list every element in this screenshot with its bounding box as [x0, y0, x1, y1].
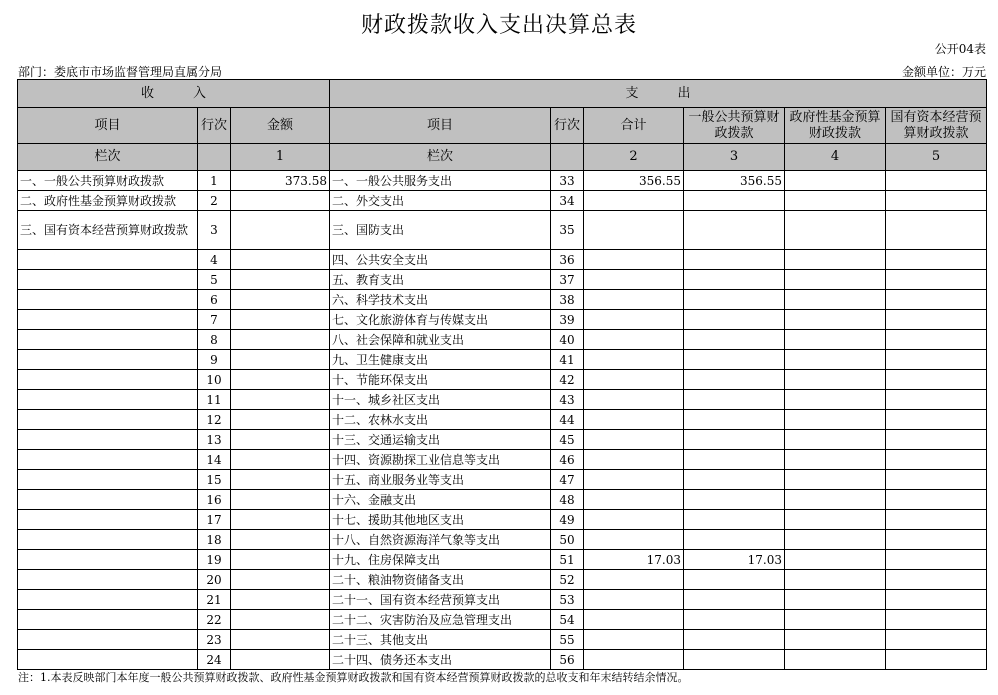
expense-general-budget-cell — [684, 330, 785, 350]
table-row — [18, 630, 987, 650]
expense-state-capital-cell — [886, 191, 987, 211]
expense-gov-fund-cell — [785, 590, 886, 610]
expense-state-capital-cell — [886, 570, 987, 590]
expense-gov-fund-cell — [785, 550, 886, 570]
expense-state-capital-cell — [886, 350, 987, 370]
expense-general-budget-cell — [684, 410, 785, 430]
page-title: 财政拨款收入支出决算总表 — [360, 13, 637, 38]
income-item-cell — [18, 450, 198, 470]
income-line-cell: 19 — [198, 550, 231, 570]
table-row — [18, 330, 987, 350]
footnote: 注：1.本表反映部门本年度一般公共预算财政拨款、政府性基金预算财政拨款和国有资本经营预算财政拨款的总收支和年末结转结余情况。 — [18, 671, 689, 684]
expense-general-budget-cell — [684, 310, 785, 330]
income-item-cell — [18, 410, 198, 430]
income-item-cell — [18, 590, 198, 610]
expense-total-cell — [584, 370, 684, 390]
expense-total-cell — [584, 250, 684, 270]
expense-state-capital-cell — [886, 590, 987, 610]
expense-item-cell: 二十一、国有资本经营预算支出 — [330, 590, 551, 610]
expense-line-cell: 49 — [551, 510, 584, 530]
income-amount-cell — [231, 270, 330, 290]
expense-line-cell: 40 — [551, 330, 584, 350]
income-item-cell — [18, 570, 198, 590]
expense-line-cell: 53 — [551, 590, 584, 610]
expense-line-header: 行次 — [551, 108, 584, 144]
expense-state-capital-cell — [886, 270, 987, 290]
expense-lanci-line — [551, 144, 584, 171]
expense-state-capital-cell — [886, 370, 987, 390]
income-header: 收 入 — [18, 80, 330, 108]
expense-general-budget-cell — [684, 290, 785, 310]
table-row — [18, 250, 987, 270]
table-row — [18, 390, 987, 410]
table-row — [18, 490, 987, 510]
income-item-cell — [18, 310, 198, 330]
income-line-cell: 17 — [198, 510, 231, 530]
income-item-header: 项目 — [18, 108, 198, 144]
table-row — [18, 610, 987, 630]
expense-total-cell — [584, 610, 684, 630]
expense-total-cell — [584, 290, 684, 310]
col-1-index: 1 — [231, 144, 330, 171]
income-item-cell: 三、国有资本经营预算财政拨款 — [18, 211, 198, 250]
income-line-cell: 3 — [198, 211, 231, 250]
expense-state-capital-cell — [886, 430, 987, 450]
col-4-index: 4 — [785, 144, 886, 171]
expense-general-budget-cell — [684, 450, 785, 470]
expense-line-cell: 33 — [551, 171, 584, 191]
expense-general-budget-cell — [684, 510, 785, 530]
expense-total-cell — [584, 450, 684, 470]
income-amount-cell — [231, 570, 330, 590]
expense-total-cell — [584, 330, 684, 350]
expense-total-cell — [584, 270, 684, 290]
expense-total-cell — [584, 490, 684, 510]
expense-line-cell: 35 — [551, 211, 584, 250]
income-amount-cell — [231, 550, 330, 570]
expense-line-cell: 44 — [551, 410, 584, 430]
income-line-cell: 7 — [198, 310, 231, 330]
table-row — [18, 171, 987, 191]
income-item-cell — [18, 630, 198, 650]
expense-general-budget-cell: 356.55 — [684, 171, 785, 191]
expense-total-cell — [584, 590, 684, 610]
expense-general-budget-cell — [684, 250, 785, 270]
expense-item-cell: 十八、自然资源海洋气象等支出 — [330, 530, 551, 550]
income-line-cell: 14 — [198, 450, 231, 470]
income-item-cell — [18, 550, 198, 570]
income-item-cell — [18, 250, 198, 270]
lanci-row — [18, 144, 987, 171]
expense-state-capital-cell — [886, 530, 987, 550]
expense-gov-fund-cell — [785, 290, 886, 310]
expense-total-header: 合计 — [584, 108, 684, 144]
expense-line-cell: 52 — [551, 570, 584, 590]
income-item-cell — [18, 650, 198, 670]
table-row — [18, 650, 987, 670]
expense-item-cell: 二十二、灾害防治及应急管理支出 — [330, 610, 551, 630]
expense-state-capital-cell — [886, 330, 987, 350]
col-5-index: 5 — [886, 144, 987, 171]
income-item-cell — [18, 530, 198, 550]
expense-lanci: 栏次 — [330, 144, 551, 171]
expense-total-cell — [584, 510, 684, 530]
income-line-cell: 18 — [198, 530, 231, 550]
income-item-cell — [18, 390, 198, 410]
table-row — [18, 450, 987, 470]
expense-gov-fund-cell — [785, 390, 886, 410]
expense-total-cell — [584, 650, 684, 670]
expense-item-cell: 二十三、其他支出 — [330, 630, 551, 650]
expense-item-cell: 一、一般公共服务支出 — [330, 171, 551, 191]
income-line-cell: 15 — [198, 470, 231, 490]
expense-gov-fund-cell — [785, 570, 886, 590]
expense-total-cell — [584, 430, 684, 450]
expense-item-cell: 十、节能环保支出 — [330, 370, 551, 390]
income-line-cell: 9 — [198, 350, 231, 370]
income-amount-cell — [231, 590, 330, 610]
income-item-cell — [18, 610, 198, 630]
expense-gov-fund-cell — [785, 430, 886, 450]
income-lanci: 栏次 — [18, 144, 198, 171]
income-item-cell — [18, 270, 198, 290]
expense-total-cell — [584, 470, 684, 490]
expense-line-cell: 46 — [551, 450, 584, 470]
income-amount-header: 金额 — [231, 108, 330, 144]
expense-general-budget-cell — [684, 191, 785, 211]
expense-line-cell: 47 — [551, 470, 584, 490]
income-item-cell — [18, 330, 198, 350]
expense-total-cell — [584, 410, 684, 430]
expense-gov-fund-cell — [785, 630, 886, 650]
expense-general-budget-cell — [684, 570, 785, 590]
expense-gov-fund-cell — [785, 191, 886, 211]
expense-item-cell: 二十、粮油物资储备支出 — [330, 570, 551, 590]
income-amount-cell — [231, 191, 330, 211]
expense-general-budget-cell — [684, 390, 785, 410]
income-item-cell: 二、政府性基金预算财政拨款 — [18, 191, 198, 211]
income-amount-cell — [231, 250, 330, 270]
expense-item-cell: 五、教育支出 — [330, 270, 551, 290]
expense-state-capital-cell — [886, 450, 987, 470]
expense-gov-fund-cell — [785, 350, 886, 370]
budget-table — [17, 79, 987, 670]
expense-item-cell: 七、文化旅游体育与传媒支出 — [330, 310, 551, 330]
section-header-row — [18, 80, 987, 108]
expense-state-capital-cell — [886, 211, 987, 250]
expense-general-budget-cell — [684, 630, 785, 650]
income-line-cell: 8 — [198, 330, 231, 350]
income-line-cell: 2 — [198, 191, 231, 211]
expense-line-cell: 36 — [551, 250, 584, 270]
income-line-cell: 22 — [198, 610, 231, 630]
expense-general-budget-cell — [684, 590, 785, 610]
expense-general-budget-cell — [684, 270, 785, 290]
table-row — [18, 310, 987, 330]
table-row — [18, 470, 987, 490]
expense-state-capital-cell — [886, 410, 987, 430]
expense-line-cell: 50 — [551, 530, 584, 550]
income-amount-cell — [231, 410, 330, 430]
table-row — [18, 590, 987, 610]
expense-line-cell: 51 — [551, 550, 584, 570]
expense-line-cell: 42 — [551, 370, 584, 390]
expense-item-cell: 四、公共安全支出 — [330, 250, 551, 270]
table-row — [18, 290, 987, 310]
expense-general-budget-cell — [684, 530, 785, 550]
income-amount-cell — [231, 390, 330, 410]
income-amount-cell — [231, 430, 330, 450]
expense-line-cell: 54 — [551, 610, 584, 630]
expense-state-capital-cell — [886, 290, 987, 310]
expense-gov-fund-cell — [785, 250, 886, 270]
state-capital-header: 国有资本经营预算财政拨款 — [886, 108, 987, 144]
table-row — [18, 370, 987, 390]
table-row — [18, 570, 987, 590]
col-2-index: 2 — [584, 144, 684, 171]
table-row — [18, 530, 987, 550]
expense-general-budget-cell — [684, 470, 785, 490]
income-item-cell — [18, 430, 198, 450]
income-line-cell: 4 — [198, 250, 231, 270]
expense-gov-fund-cell — [785, 410, 886, 430]
income-amount-cell — [231, 370, 330, 390]
income-amount-cell — [231, 630, 330, 650]
table-row — [18, 410, 987, 430]
expense-total-cell — [584, 530, 684, 550]
expense-gov-fund-cell — [785, 310, 886, 330]
income-item-cell — [18, 290, 198, 310]
expense-item-cell: 十一、城乡社区支出 — [330, 390, 551, 410]
general-budget-header: 一般公共预算财政拨款 — [684, 108, 785, 144]
expense-state-capital-cell — [886, 250, 987, 270]
expense-general-budget-cell: 17.03 — [684, 550, 785, 570]
expense-item-cell: 二、外交支出 — [330, 191, 551, 211]
expense-gov-fund-cell — [785, 171, 886, 191]
expense-state-capital-cell — [886, 650, 987, 670]
expense-line-cell: 56 — [551, 650, 584, 670]
expense-total-cell — [584, 350, 684, 370]
income-item-cell — [18, 510, 198, 530]
expense-line-cell: 34 — [551, 191, 584, 211]
income-amount-cell: 373.58 — [231, 171, 330, 191]
income-line-cell: 21 — [198, 590, 231, 610]
expense-state-capital-cell — [886, 490, 987, 510]
expense-general-budget-cell — [684, 211, 785, 250]
expense-gov-fund-cell — [785, 530, 886, 550]
expense-line-cell: 43 — [551, 390, 584, 410]
income-amount-cell — [231, 211, 330, 250]
expense-total-cell — [584, 570, 684, 590]
income-amount-cell — [231, 450, 330, 470]
income-line-cell: 1 — [198, 171, 231, 191]
expense-total-cell — [584, 390, 684, 410]
expense-item-cell: 六、科学技术支出 — [330, 290, 551, 310]
income-amount-cell — [231, 610, 330, 630]
table-row — [18, 550, 987, 570]
income-line-cell: 6 — [198, 290, 231, 310]
expense-state-capital-cell — [886, 610, 987, 630]
expense-item-cell: 十九、住房保障支出 — [330, 550, 551, 570]
expense-item-cell: 二十四、债务还本支出 — [330, 650, 551, 670]
expense-total-cell — [584, 211, 684, 250]
expense-item-header: 项目 — [330, 108, 551, 144]
expense-gov-fund-cell — [785, 610, 886, 630]
expense-total-cell — [584, 310, 684, 330]
expense-general-budget-cell — [684, 430, 785, 450]
expense-item-cell: 十六、金融支出 — [330, 490, 551, 510]
table-row — [18, 270, 987, 290]
expense-item-cell: 十二、农林水支出 — [330, 410, 551, 430]
expense-gov-fund-cell — [785, 270, 886, 290]
expense-gov-fund-cell — [785, 450, 886, 470]
expense-gov-fund-cell — [785, 370, 886, 390]
expense-state-capital-cell — [886, 310, 987, 330]
expense-line-cell: 39 — [551, 310, 584, 330]
income-item-cell — [18, 490, 198, 510]
expense-line-cell: 37 — [551, 270, 584, 290]
income-amount-cell — [231, 490, 330, 510]
income-line-cell: 24 — [198, 650, 231, 670]
expense-header: 支 出 — [330, 80, 987, 108]
expense-item-cell: 十五、商业服务业等支出 — [330, 470, 551, 490]
expense-gov-fund-cell — [785, 650, 886, 670]
expense-state-capital-cell — [886, 630, 987, 650]
column-header-row — [18, 108, 987, 144]
income-item-cell: 一、一般公共预算财政拨款 — [18, 171, 198, 191]
expense-general-budget-cell — [684, 370, 785, 390]
income-line-cell: 13 — [198, 430, 231, 450]
income-line-cell: 23 — [198, 630, 231, 650]
expense-line-cell: 48 — [551, 490, 584, 510]
department-label: 部门：娄底市市场监督管理局直属分局 — [18, 65, 223, 79]
col-3-index: 3 — [684, 144, 785, 171]
income-amount-cell — [231, 650, 330, 670]
income-amount-cell — [231, 510, 330, 530]
expense-general-budget-cell — [684, 350, 785, 370]
expense-item-cell: 十七、援助其他地区支出 — [330, 510, 551, 530]
gov-fund-header: 政府性基金预算财政拨款 — [785, 108, 886, 144]
table-row — [18, 350, 987, 370]
table-code: 公开04表 — [934, 42, 986, 56]
expense-line-cell: 41 — [551, 350, 584, 370]
expense-line-cell: 45 — [551, 430, 584, 450]
expense-item-cell: 十四、资源勘探工业信息等支出 — [330, 450, 551, 470]
income-line-header: 行次 — [198, 108, 231, 144]
expense-general-budget-cell — [684, 610, 785, 630]
expense-gov-fund-cell — [785, 470, 886, 490]
income-item-cell — [18, 350, 198, 370]
income-line-cell: 12 — [198, 410, 231, 430]
income-amount-cell — [231, 330, 330, 350]
income-line-cell: 5 — [198, 270, 231, 290]
income-amount-cell — [231, 350, 330, 370]
expense-total-cell — [584, 191, 684, 211]
income-line-cell: 20 — [198, 570, 231, 590]
unit-label: 金额单位：万元 — [901, 65, 986, 79]
expense-state-capital-cell — [886, 390, 987, 410]
income-line-cell: 11 — [198, 390, 231, 410]
expense-gov-fund-cell — [785, 211, 886, 250]
expense-line-cell: 55 — [551, 630, 584, 650]
expense-state-capital-cell — [886, 550, 987, 570]
expense-general-budget-cell — [684, 490, 785, 510]
table-row — [18, 191, 987, 211]
expense-line-cell: 38 — [551, 290, 584, 310]
expense-total-cell: 17.03 — [584, 550, 684, 570]
table-row — [18, 430, 987, 450]
table-row — [18, 510, 987, 530]
expense-total-cell: 356.55 — [584, 171, 684, 191]
expense-total-cell — [584, 630, 684, 650]
income-amount-cell — [231, 290, 330, 310]
expense-gov-fund-cell — [785, 490, 886, 510]
expense-item-cell: 八、社会保障和就业支出 — [330, 330, 551, 350]
expense-state-capital-cell — [886, 171, 987, 191]
table-row — [18, 211, 987, 250]
income-amount-cell — [231, 310, 330, 330]
income-lanci-line — [198, 144, 231, 171]
expense-general-budget-cell — [684, 650, 785, 670]
income-line-cell: 10 — [198, 370, 231, 390]
income-amount-cell — [231, 470, 330, 490]
expense-item-cell: 九、卫生健康支出 — [330, 350, 551, 370]
income-item-cell — [18, 370, 198, 390]
expense-item-cell: 十三、交通运输支出 — [330, 430, 551, 450]
expense-state-capital-cell — [886, 470, 987, 490]
expense-state-capital-cell — [886, 510, 987, 530]
expense-gov-fund-cell — [785, 510, 886, 530]
income-line-cell: 16 — [198, 490, 231, 510]
expense-item-cell: 三、国防支出 — [330, 211, 551, 250]
income-item-cell — [18, 470, 198, 490]
income-amount-cell — [231, 530, 330, 550]
expense-gov-fund-cell — [785, 330, 886, 350]
